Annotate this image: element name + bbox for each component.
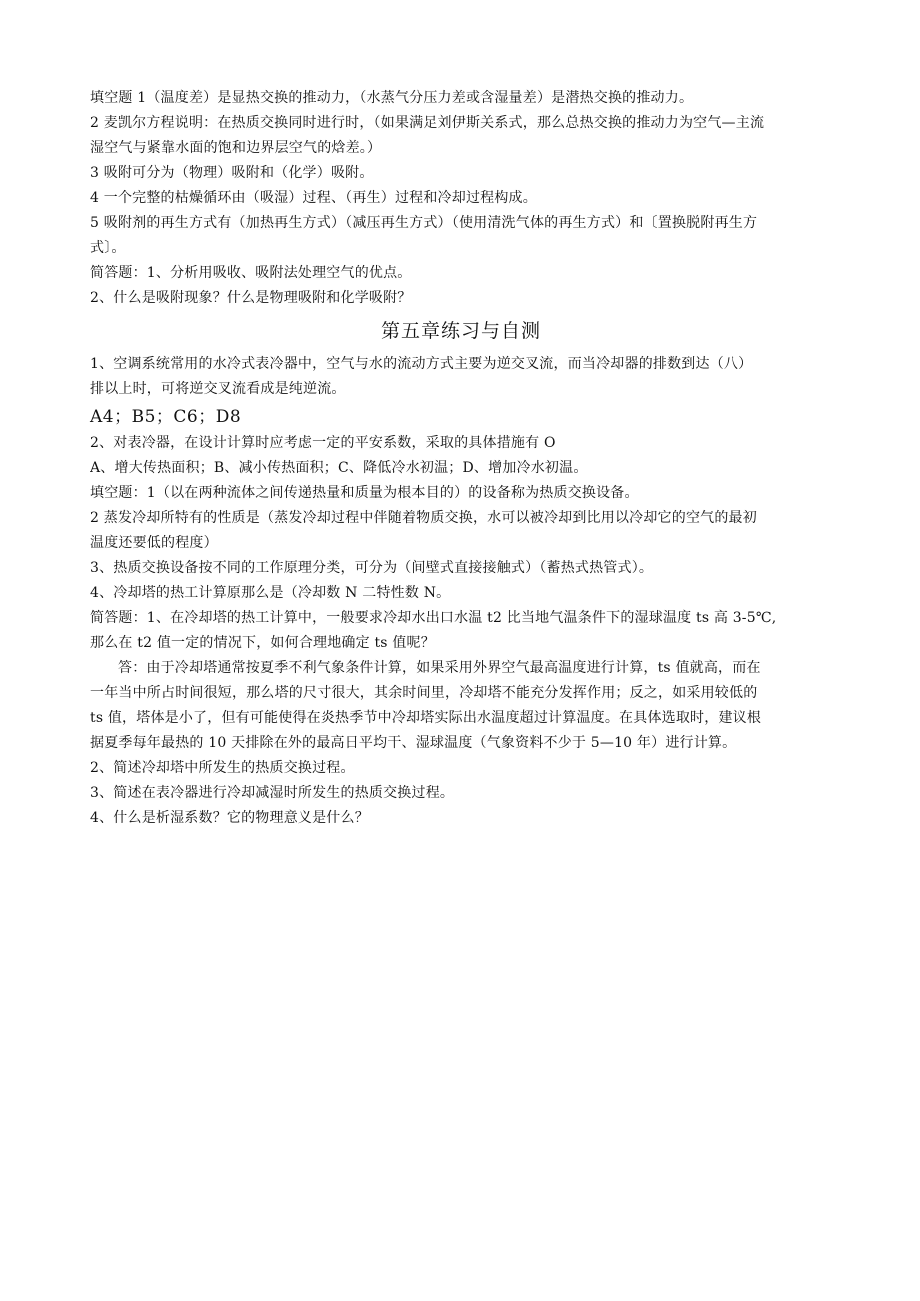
text-line: 2、对表冷器，在设计计算时应考虑一定的平安系数，采取的具体措施有 O: [90, 435, 556, 451]
text-line: 简答题：1、在冷却塔的热工计算中，一般要求冷却水出口水温 t2 比当地气温条件下的湿球温度 ts 高 3-5℃,: [90, 610, 777, 626]
question-line: 1、空调系统常用的水冷式表冷器中，空气与水的流动方式主要为逆交叉流，而当冷却器的排数到达（八）: [90, 356, 753, 372]
text-line: 5 吸附剂的再生方式有（加热再生方式）（减压再生方式）（使用清洗气体的再生方式）和〔置换脱附再生方: [90, 215, 758, 231]
section-2: [90, 352, 832, 831]
text-line: 4、冷却塔的热工计算原那么是（冷却数 N 二特性数 N。: [90, 585, 451, 601]
text-line: 湿空气与紧靠水面的饱和边界层空气的焓差。）: [90, 140, 382, 156]
text-line: 温度还要低的程度）: [90, 535, 218, 551]
question-line: 3、简述在表冷器进行冷却减湿时所发生的热质交换过程。: [90, 785, 455, 801]
answer-line: ts 值，塔体是小了，但有可能使得在炎热季节中冷却塔实际出水温度超过计算温度。在具体选取时，建议根: [90, 710, 762, 726]
text-line: 填空题 1（温度差）是显热交换的推动力，（水蒸气分压力差或含湿量差）是潜热交换的推动力。: [90, 90, 694, 106]
text-line: 填空题：1（以在两种流体之间传递热量和质量为根本目的）的设备称为热质交换设备。: [90, 485, 639, 501]
answer-line: 一年当中所占时间很短，那么塔的尺寸很大，其余时间里，冷却塔不能充分发挥作用；反之，如采用较低的: [90, 685, 758, 701]
document-page: [90, 86, 832, 831]
answer-line: 据夏季每年最热的 10 天排除在外的最高日平均干、湿球温度（气象资料不少于 5—10 年）进行计算。: [90, 735, 737, 751]
chapter-title: 第五章练习与自测: [380, 320, 541, 342]
text-line: 式〕。: [90, 240, 126, 256]
question-line: 2、简述冷却塔中所发生的热质交换过程。: [90, 760, 355, 776]
text-line: 2 蒸发冷却所特有的性质是（蒸发冷却过程中伴随着物质交换，水可以被冷却到比用以冷却它的空气的最初: [90, 510, 757, 526]
text-line: 4 一个完整的枯燥循环由（吸湿）过程、（再生）过程和冷却过程构成。: [90, 190, 537, 206]
answer-line: 答：由于冷却塔通常按夏季不利气象条件计算，如果采用外界空气最高温度进行计算，ts 值就高，而在: [118, 660, 761, 676]
section-1: [90, 86, 832, 311]
text-line: 2 麦凯尔方程说明：在热质交换同时进行时，（如果满足刘伊斯关系式，那么总热交换的推动力为空气—主流: [90, 115, 765, 131]
text-line: 那么在 t2 值一定的情况下，如何合理地确定 ts 值呢？: [90, 635, 435, 651]
text-line: 简答题：1、分析用吸收、吸附法处理空气的优点。: [90, 265, 412, 281]
text-line: 3 吸附可分为（物理）吸附和（化学）吸附。: [90, 165, 374, 181]
question-line: 排以上时，可将逆交叉流看成是纯逆流。: [90, 381, 346, 397]
text-line: A、增大传热面积；B、减小传热面积；C、降低冷水初温；D、增加冷水初温。: [90, 460, 588, 476]
question-options: A4；B5；C6；D8: [90, 407, 242, 427]
text-line: 2、什么是吸附现象？什么是物理吸附和化学吸附？: [90, 290, 412, 306]
text-line: 3、热质交换设备按不同的工作原理分类，可分为（间壁式直接接触式）（蓄热式热管式）。: [90, 560, 654, 576]
question-line: 4、什么是析湿系数？它的物理意义是什么？: [90, 810, 369, 826]
